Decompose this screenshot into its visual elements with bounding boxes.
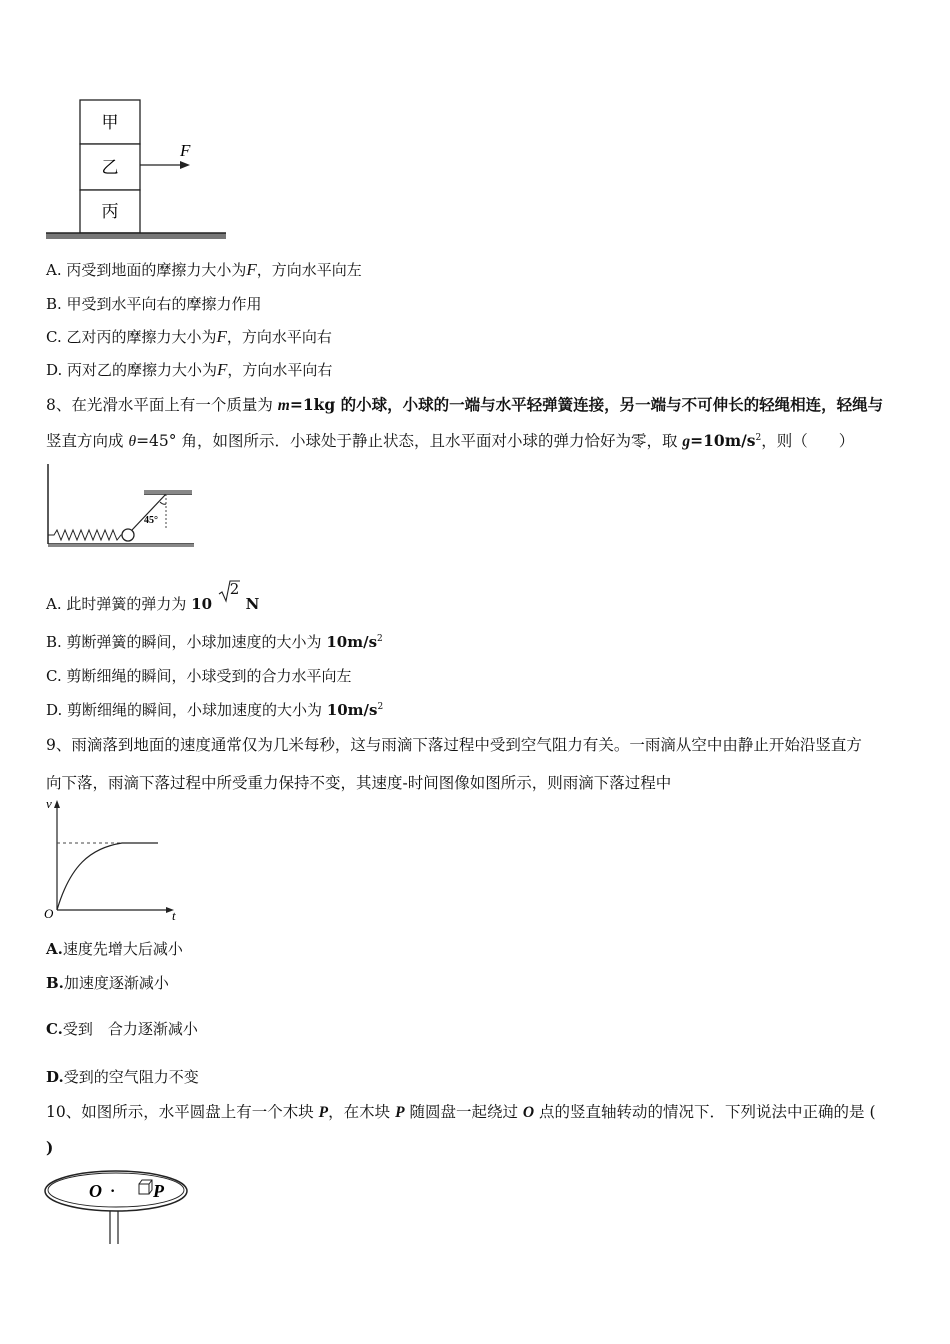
option-text: C. 乙对丙的摩擦力大小为	[46, 328, 217, 346]
var-theta: θ	[128, 433, 137, 450]
option-text: ，方向水平向右	[227, 361, 333, 379]
option-text: 加速度逐渐减小	[63, 974, 169, 992]
option-text: ，方向水平向左	[256, 261, 362, 279]
stem-text: )	[46, 1138, 54, 1157]
option-letter: C.	[46, 1020, 63, 1038]
superscript: 2	[377, 702, 384, 712]
y-axis-arrow	[54, 800, 60, 808]
origin-label: O	[44, 906, 54, 921]
q9-stem-line1	[46, 733, 862, 755]
q9-option-a	[46, 938, 183, 959]
q7-option-b	[46, 293, 262, 314]
var-p: P	[318, 1104, 329, 1121]
var-f: F	[246, 260, 257, 279]
center-dot: ·	[110, 1183, 116, 1200]
angle-label: 45°	[144, 515, 158, 526]
stem-text: 点的竖直轴转动的情况下．下列说法中正确的是 (	[534, 1103, 876, 1121]
y-axis-label: v	[46, 796, 52, 811]
floor-hatch	[48, 544, 194, 547]
option-text: B. 甲受到水平向右的摩擦力作用	[46, 295, 262, 313]
q7-option-d	[46, 359, 332, 380]
option-text: 速度先增大后减小	[62, 940, 183, 958]
q8-stem-line2	[46, 429, 854, 451]
option-text: A. 此时弹簧的弹力为	[46, 595, 192, 613]
disc-outer	[45, 1171, 187, 1211]
q9-option-c	[46, 1018, 198, 1039]
stem-text: ，在木块	[328, 1103, 396, 1121]
q8-option-c	[46, 665, 351, 686]
stem-text: ，则（ ）	[761, 432, 855, 450]
option-text: D. 丙对乙的摩擦力大小为	[46, 361, 218, 379]
q9-option-d	[46, 1066, 199, 1087]
x-axis-label: t	[172, 908, 176, 923]
q8-option-b	[46, 631, 383, 652]
sqrt-expression	[217, 580, 241, 603]
stem-text: 8、在光滑水平面上有一个质量为	[46, 396, 278, 414]
stem-text: 随圆盘一起绕过	[404, 1103, 523, 1121]
var-f: F	[216, 327, 227, 346]
velocity-time-graph	[40, 796, 190, 924]
spring	[48, 530, 122, 540]
var-f: F	[217, 360, 228, 379]
option-letter: D.	[46, 1068, 64, 1086]
angle-arc	[160, 502, 166, 504]
q7-option-a	[46, 259, 362, 280]
option-letter: B.	[46, 974, 64, 992]
superscript: 2	[755, 433, 762, 443]
q9-stem-line2	[46, 771, 671, 793]
stem-text: =10m/s	[690, 431, 756, 450]
force-arrowhead	[180, 161, 190, 169]
q10-stem-line1	[46, 1100, 876, 1122]
var-p: P	[395, 1104, 405, 1121]
center-label: O	[89, 1181, 102, 1201]
block-label: P	[153, 1181, 164, 1201]
velocity-curve	[57, 843, 158, 910]
block-middle-label: 乙	[101, 158, 119, 178]
block-top-label: 甲	[101, 113, 119, 133]
block-bottom-label: 丙	[101, 202, 119, 222]
radicand: 2	[229, 580, 240, 598]
stem-text: =1kg 的小球，小球的一端与水平轻弹簧连接，另一端与不可伸长的轻绳相连，轻绳与	[289, 395, 884, 414]
option-text: 受到 合力逐渐减小	[62, 1020, 198, 1038]
q10-stem-line2	[46, 1138, 53, 1157]
q8-option-d	[46, 699, 383, 720]
option-text: D. 剪断细绳的瞬间，小球加速度的大小为	[46, 701, 327, 719]
turntable-figure	[42, 1168, 194, 1246]
stem-text: =45° 角，如图所示．小球处于静止状态，且水平面对小球的弹力恰好为零，取	[136, 432, 683, 450]
q9-option-b	[46, 972, 169, 993]
q7-option-c	[46, 326, 332, 347]
option-text: C. 剪断细绳的瞬间，小球受到的合力水平向左	[46, 667, 352, 685]
stacked-blocks-figure	[44, 98, 234, 243]
option-text: ，方向水平向右	[226, 328, 332, 346]
spring-ball-figure	[44, 462, 199, 550]
q8-option-a	[46, 580, 260, 614]
option-letter: A.	[46, 940, 63, 958]
option-text: A. 丙受到地面的摩擦力大小为	[46, 261, 247, 279]
option-number: 10	[191, 595, 213, 613]
var-m: m	[277, 397, 290, 414]
q8-stem-line1	[46, 393, 883, 415]
ground-hatch	[46, 233, 226, 239]
superscript: 2	[377, 634, 383, 644]
var-o: O	[522, 1104, 535, 1121]
option-value: 10m/s	[326, 633, 378, 651]
option-value: 10m/s	[326, 701, 378, 719]
stem-text: 9、雨滴落到地面的速度通常仅为几米每秒，这与雨滴下落过程中受到空气阻力有关。一雨滴从空中由静止开始沿竖直方	[46, 736, 862, 754]
ceiling-hatch	[144, 490, 192, 494]
ball	[122, 529, 134, 541]
option-text: 受到的空气阻力不变	[63, 1068, 199, 1086]
option-text: B. 剪断弹簧的瞬间，小球加速度的大小为	[46, 633, 327, 651]
stem-text: 10、如图所示，水平圆盘上有一个木块	[46, 1103, 319, 1121]
force-label: F	[180, 141, 191, 160]
option-unit: N	[245, 595, 260, 613]
stem-text: 向下落，雨滴下落过程中所受重力保持不变，其速度-时间图像如图所示，则雨滴下落过程中	[46, 774, 672, 792]
var-g: g	[682, 433, 691, 450]
stem-text: 竖直方向成	[46, 432, 129, 450]
